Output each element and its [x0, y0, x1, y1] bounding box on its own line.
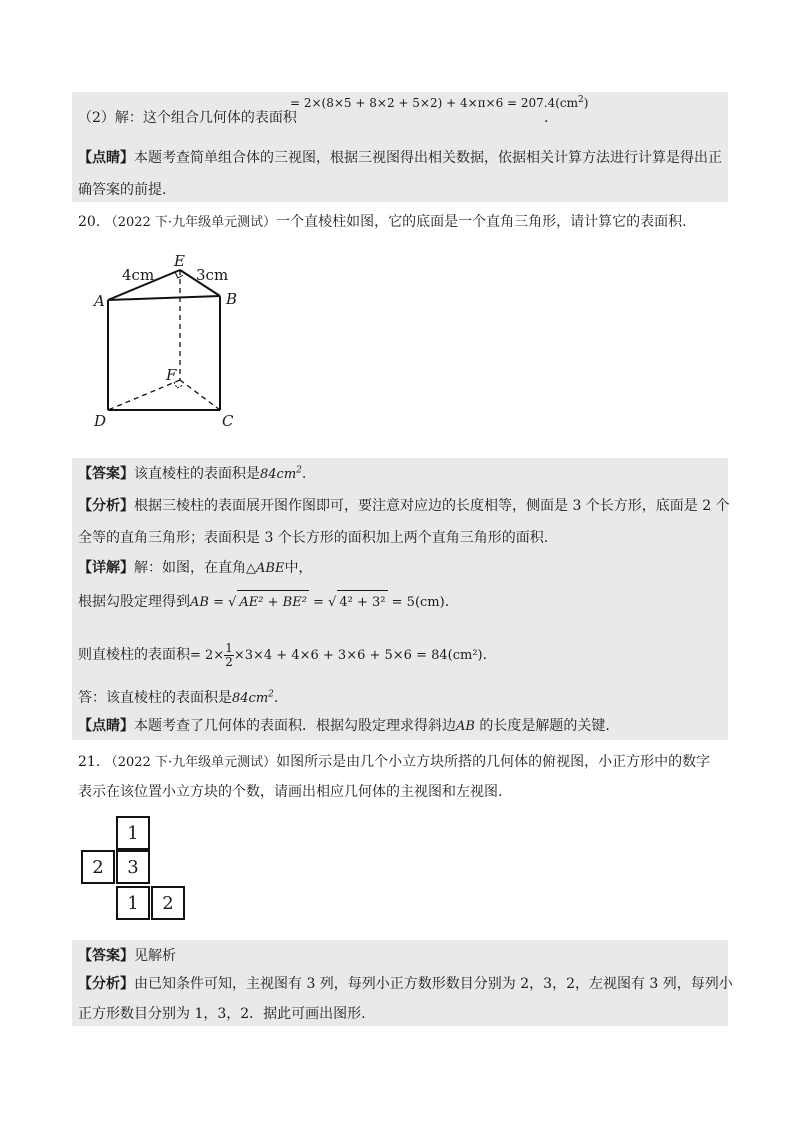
q20-comment-label: 【点睛】 — [78, 718, 134, 734]
q20-answer-value: $84cm^2$ — [260, 465, 302, 482]
q20-length-EB: 3cm — [196, 266, 229, 284]
q20-question-text: 一个直棱柱如图，它的底面是一个直角三角形，请计算它的表面积. — [276, 214, 687, 230]
q20-answer-label: 【答案】 — [78, 466, 134, 482]
q21-analysis-line1: 【分析】由已知条件可知，主视图有 3 列，每列小正方数形数目分别为 2，3，2，左视图有 3 列，每列小 — [78, 976, 733, 992]
grid-cell-top: 1 — [116, 816, 150, 850]
q20-label-E: E — [174, 252, 185, 270]
q20-source: （2022 下·九年级单元测试） — [104, 215, 277, 230]
q20-comment-line: 【点睛】本题考查了几何体的表面积．根据勾股定理求得斜边AB 的长度是解题的关键. — [78, 718, 610, 734]
q20-analysis-line2: 全等的直角三角形；表面积是 3 个长方形的面积加上两个直角三角形的面积. — [78, 530, 549, 546]
q19-comment-line1: 【点睛】本题考查简单组合体的三视图，根据三视图得出相关数据，依据相关计算方法进行计算是得出正 — [78, 150, 722, 166]
q20-detail-line2: 根据勾股定理得到AB = √ AE² + BE² = √ 4² + 3² = 5(cm). — [78, 590, 449, 615]
q20-label-C: C — [222, 412, 234, 430]
q20-answer-line: 【答案】该直棱柱的表面积是$84cm^2$. — [78, 465, 307, 482]
grid-cell-bottom-center: 1 — [116, 886, 150, 920]
q20-detail-label: 【详解】 — [78, 560, 134, 576]
q20-analysis-line1: 【分析】根据三棱柱的表面展开图作图即可，要注意对应边的长度相等，侧面是 3 个长方形，底面是 2 个 — [78, 498, 730, 514]
q20-detail-line1: 【详解】解：如图，在直角△ABE中， — [78, 560, 313, 576]
q19-part2-prefix: （2）解：这个组合几何体的表面积 — [78, 110, 297, 126]
q21-question-line1: 21. （2022 下·九年级单元测试）如图所示是由几个小立方块所搭的几何体的俯视图，小正方形中的数字 — [78, 754, 711, 770]
q19-comment-label: 【点睛】 — [78, 150, 134, 166]
grid-cell-mid-left: 2 — [81, 850, 115, 884]
q20-fraction: $\frac{1}{2}$ — [225, 640, 233, 669]
q21-source: （2022 下·九年级单元测试） — [104, 755, 277, 770]
q20-label-B: B — [226, 290, 238, 308]
q21-question-line2: 表示在该位置小立方块的个数，请画出相应几何体的主视图和左视图. — [78, 784, 503, 800]
q21-answer-line: 【答案】见解析 — [78, 948, 176, 964]
q20-length-AE: 4cm — [122, 266, 155, 284]
grid-cell-mid-center: 3 — [116, 850, 150, 884]
q20-analysis-label: 【分析】 — [78, 498, 134, 514]
q19-comment-line2: 确答案的前提. — [78, 182, 167, 198]
q20-conclusion-line: 答：该直棱柱的表面积是$84cm^2$. — [78, 689, 279, 706]
q20-label-F: F — [166, 366, 177, 384]
q20-label-D: D — [94, 412, 107, 430]
q20-label-A: A — [94, 292, 105, 310]
q19-part2-line — [78, 108, 297, 128]
q21-analysis-line2: 正方形数目分别为 1，3，2．据此可画出图形. — [78, 1006, 366, 1022]
q20-detail-line3: 则直棱柱的表面积= 2× $\frac{1}{2}$ ×3×4 + 4×6 + 3×6 + 5×6 = 84(cm²). — [78, 640, 488, 669]
grid-cell-bottom-right: 2 — [151, 886, 185, 920]
q20-question — [78, 212, 687, 233]
q19-part2-period: . — [544, 110, 549, 126]
q21-answer-label: 【答案】 — [78, 948, 134, 964]
q21-number: 21. — [78, 754, 101, 770]
q20-number: 20. — [78, 214, 101, 230]
q19-part2-formula: = $2\times(8\times 5 + 8\times 2 + 5\times 2) + 4\times\pi\times 6 = 207.4(cm^2)$ — [290, 95, 589, 110]
q21-analysis-label: 【分析】 — [78, 976, 134, 992]
